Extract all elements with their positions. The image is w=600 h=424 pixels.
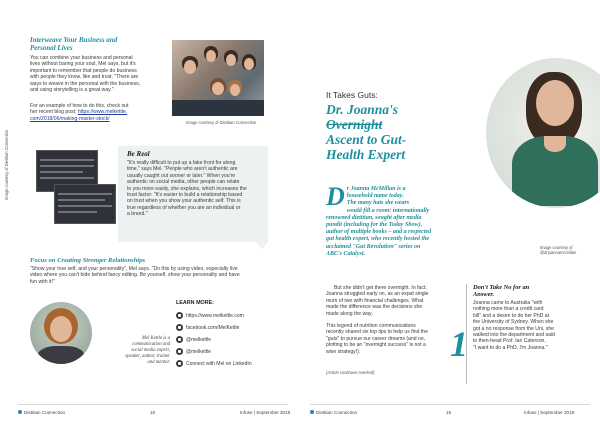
intro-line: acclaimed "Gut Revolution" series on [326,243,421,250]
blog-link[interactable]: https://www.melkettle. [77,109,128,116]
para-blog-link [30,103,175,122]
learn-more [176,300,286,370]
continues-note: (Article continues overleaf) [326,370,375,375]
text-line: important to remember that people do business [30,67,137,74]
credit-line: @drjoannamcmillan [540,250,577,255]
text-line: "It's really difficult to put up a fake front for along [127,160,236,166]
para-relationships [30,266,280,285]
text-line: and using storytelling is a great way." [30,87,114,94]
text-line: mum of two with financial challenges. What [326,297,424,304]
intro-line: household name today. [346,193,404,200]
learn-more-label[interactable]: https://www.melkettle.com [186,313,244,319]
footer-issue: Infuse | September 2018 [240,410,291,415]
text-line: lives without baring your soul, Mel says, but it's [30,61,136,68]
twitter-icon [176,348,183,355]
body-para-2 [326,323,456,355]
intro-line: The many hats she wears [346,200,410,207]
footer-brand-label: Dietitian Connection [316,410,358,415]
text-line: Joanna struggled early on, as an expat single [326,291,429,298]
photo-credit [540,245,576,255]
footer-rule [18,404,288,405]
intro [326,182,516,258]
intro-line: would fill a room: internationally [346,207,430,214]
text-line: with people they know, like and trust. "There are [30,74,139,81]
body-para-1 [326,285,456,317]
brand-icon [310,410,314,414]
text-line: But she didn't get there overnight. In fact, [334,285,427,291]
facebook-icon [176,324,183,331]
side-credit: Image courtesy of Dietitian Connection [4,129,9,200]
intro-line: gut health expert, who recently hosted the [326,236,430,243]
intro-line: renowned dietitian, sought after media [326,214,422,221]
text-line: bill" and a desire to do her PhD at [473,312,549,319]
text-line: You can combine your business and personal [30,55,133,61]
article-title [326,102,476,162]
text-line: made the difference was the decisions she [326,304,423,311]
intro-line: pundit (including for the Today Show), [326,222,423,229]
text-line: fun with it!" [30,278,55,285]
screenshot-bottom [54,184,116,224]
text-line: got a no response from the Uni, she [473,325,554,332]
footer-rule [310,404,590,405]
text-line: Joanna came to Australia "with [473,300,543,306]
text-line: and mentor. [147,360,170,365]
right-page [300,0,600,424]
intro-line: ABC's Catalyst. [326,250,366,257]
kicker: It Takes Guts: [326,90,378,100]
tip-text [473,300,587,351]
text-line: wise strategy!). [326,348,361,355]
text-line: speaker, author, trainer [125,354,170,359]
text-line: on trust when you show your authentic self. This is [127,198,241,205]
text-line: true regardless of whether you are an individual or [127,204,241,211]
text-line: "Show your true self, and your personality", Mel says. "Do this by using video, especially live [30,266,238,272]
text-line: usually caught out sooner or later." When you're [127,172,236,179]
learn-more-item[interactable] [176,358,286,370]
text-line: Mel Kettle is a [141,336,170,341]
text-line: This legend of nutrition communications [326,323,416,329]
section-heading-relationships: Focus on Creating Stronger Relationships [30,257,146,264]
learn-more-item[interactable] [176,322,286,334]
be-real-box-pointer [256,242,268,249]
tip-heading [473,284,529,299]
intro-line: r Joanna McMillan is a [346,186,406,192]
footer-brand [18,410,65,415]
text-line: her recent blog post: [30,109,77,116]
learn-more-label[interactable]: @melkettle [186,349,212,355]
page-number: 19 [446,410,452,415]
learn-more-item[interactable] [176,310,286,322]
text-line: ways to weave in the personal with the business, [30,80,141,87]
text-line: video where you can't hide behind fancy editing. Be yourself, show your personality and have [30,272,240,279]
credit-line: Image courtesy of [540,245,573,250]
footer-issue: Infuse | September 2018 [524,410,575,415]
learn-more-item[interactable] [176,334,286,346]
text-line: "I want to do a PhD. I'm Joanna." [473,344,548,351]
dropcap: D [326,182,345,211]
linkedin-icon [176,360,183,367]
text-line: plotting to be an "overnight success" is not a [326,342,426,349]
title-line: Health Expert [326,147,406,162]
text-line: made along the way. [326,310,373,317]
footer-brand-label: Dietitian Connection [24,410,66,415]
learn-more-label[interactable]: facebook.com/MelKettle [186,325,240,331]
instagram-icon [176,336,183,343]
text-line: nothing more than a credit card [473,306,544,313]
learn-more-label[interactable]: @melkettle [186,337,212,343]
learn-more-item[interactable] [176,346,286,358]
title-line: Ascent to Gut- [326,132,407,147]
text-line: trust factor: "It's easier to build a relationship based [127,192,243,199]
intro-line: author of multiple books – and a respected [326,229,432,236]
text-line: time," says Mel. "People who aren't authentic are [127,166,238,173]
be-real-text [127,160,265,218]
title-line: Dr. Joanna's [326,102,399,117]
text-line: "guts" to pursue our career dreams (and no, [326,335,426,342]
text-line: social media expert, [131,348,170,353]
be-real-box [118,146,268,242]
text-line: a brand." [127,211,148,218]
section-heading-interweave [30,36,170,52]
text-line: the University of Sydney. When she [473,319,554,326]
bio-caption [94,336,170,366]
heading-line: Interweave Your Business and [30,36,118,44]
heading-line: Answer. [473,291,495,299]
footer-brand [310,410,357,415]
text-line: walked into the department and said [473,332,555,339]
para-interweave [30,55,170,93]
mel-portrait [30,302,92,364]
text-line: authentic on social media, other people can relate [127,179,240,186]
blog-link-cont[interactable]: com/2018/06/making-master-stock/ [30,115,110,122]
text-line: to you more easily, she explains, which increases the [127,185,247,192]
tip-box [466,284,584,384]
learn-more-label[interactable]: Connect with Mel on LinkedIn [186,361,252,367]
group-photo [172,40,264,116]
text-line: For an example of how to do this, check out [30,103,129,109]
globe-icon [176,312,183,319]
learn-more-title: LEARN MORE: [176,300,215,306]
text-line: recently shared six top tips to help us find the [326,329,428,336]
text-line: communication and [132,342,170,347]
brand-icon [18,410,22,414]
tip-number: 1 [450,324,468,364]
heading-line: Don't Take No for an [473,284,530,291]
page-number: 18 [150,410,156,415]
be-real-heading: Be Real [127,150,150,158]
photo-credit: Image courtesy of Dietitian Connection [186,120,257,125]
heading-line: Personal Lives [30,44,73,52]
text-line: to then-head Prof. Ian Caterson, [473,338,546,345]
title-line: Overnight [326,117,383,132]
